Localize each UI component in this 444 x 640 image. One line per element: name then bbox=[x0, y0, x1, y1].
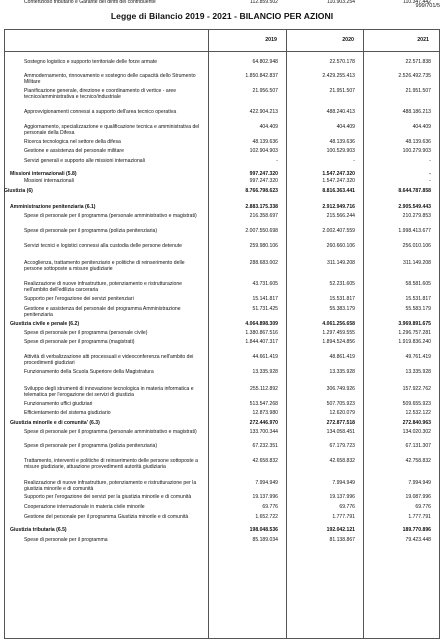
value-2020: 12.620.079 bbox=[329, 410, 355, 416]
value-2021: 272.840.963 bbox=[402, 420, 431, 426]
value-2019: 112.859.502 bbox=[250, 0, 278, 5]
row-label: Gestione e assistenza del personale militare bbox=[24, 148, 124, 154]
row-label: Ammodernamento, rinnovamento e sostegno delle capacità dello Strumento Militare bbox=[24, 73, 196, 85]
value-2021: 311.149.208 bbox=[403, 260, 431, 266]
row-label: Spese di personale per il programma (polizia penitenziaria) bbox=[24, 443, 158, 449]
value-2019: 21.956.507 bbox=[252, 88, 278, 94]
value-2020: 81.138.867 bbox=[329, 537, 355, 543]
row-label: Efficientamento del sistema giudiziario bbox=[24, 410, 111, 416]
value-2020: 21.951.507 bbox=[329, 88, 355, 94]
value-2019: 12.873.980 bbox=[252, 410, 278, 416]
value-2020: 1.547.247.320 bbox=[322, 178, 355, 184]
value-2019: 1.844.407.317 bbox=[245, 339, 278, 345]
value-2019: 43.731.605 bbox=[252, 281, 278, 287]
value-2019: 64.802.948 bbox=[252, 59, 278, 65]
value-2019: 4.064.898.309 bbox=[245, 321, 278, 327]
row-label: Trattamento, interventi e politiche di reinserimento delle persone sottoposte a misure giudiziarie, attuazione provvedimenti autorità giudiziaria bbox=[24, 458, 198, 470]
row-label: Pianificazione generale, direzione e coordinamento di vertice - aree tecnico/amministrativa e tecnico/industriale bbox=[24, 88, 177, 100]
value-2020: 7.994.949 bbox=[332, 480, 355, 486]
value-2020: 15.531.817 bbox=[329, 296, 355, 302]
value-2021: 189.770.896 bbox=[402, 527, 431, 533]
value-2020: 4.061.256.658 bbox=[322, 321, 355, 327]
value-2021: 404.409 bbox=[412, 124, 431, 130]
row-label: Spese di personale per il programma (polizia penitenziaria) bbox=[24, 228, 158, 234]
value-2021: 1.998.413.677 bbox=[398, 228, 431, 234]
value-2020: 42.658.832 bbox=[329, 458, 355, 464]
value-2021: 69.776 bbox=[415, 504, 431, 510]
row-label: Amministrazione penitenziaria (6.1) bbox=[10, 204, 96, 210]
row-label: Spese di personale per il programma (magistrati) bbox=[24, 339, 135, 345]
row-label: Cooperazione internazionale in materia civile minorile bbox=[24, 504, 145, 510]
value-2020: 488.240.413 bbox=[326, 109, 355, 115]
value-2019: 8.766.798.623 bbox=[245, 188, 278, 194]
row-label: Accoglienza, trattamento penitenziario e politiche di reinserimento delle persone sottoposte a misure giudiziarie bbox=[24, 260, 185, 272]
value-2021: 55.583.179 bbox=[405, 306, 431, 312]
value-2019: 272.446.970 bbox=[249, 420, 278, 426]
row-label: Spese di personale per il programma (personale amministrativo e magistrati) bbox=[24, 213, 197, 219]
value-2021: 2.905.549.443 bbox=[398, 204, 431, 210]
value-2020: 192.042.121 bbox=[326, 527, 355, 533]
row-label: Servizi tecnici e logistici connessi alla custodia delle persone detenute bbox=[24, 243, 182, 249]
value-2021: 157.922.762 bbox=[402, 386, 431, 392]
value-2020: 110.903.254 bbox=[327, 0, 355, 5]
row-label: Spese di personale per il programma (personale civile) bbox=[24, 330, 148, 336]
value-2019: 2.007.550.698 bbox=[245, 228, 278, 234]
row-label: Missioni internazionali (5.8) bbox=[10, 171, 77, 177]
value-2019: 513.547.268 bbox=[249, 401, 278, 407]
value-2020: 1.547.247.320 bbox=[322, 171, 355, 177]
value-2019: 19.137.996 bbox=[252, 494, 278, 500]
value-2020: 22.570.178 bbox=[329, 59, 355, 65]
value-2020: 2.912.949.716 bbox=[322, 204, 355, 210]
value-2021: 100.279.903 bbox=[402, 148, 431, 154]
row-label: Sviluppo degli strumenti di innovazione tecnologica in materia informatica e telematica per l'erogazione dei servizi di giustizia bbox=[24, 386, 194, 398]
value-2021: - bbox=[429, 178, 431, 184]
value-2020: 48.139.636 bbox=[329, 139, 355, 145]
value-2021: 1.919.836.240 bbox=[398, 339, 431, 345]
value-2021: 48.139.636 bbox=[405, 139, 431, 145]
row-label: Realizzazione di nuove infrastrutture, potenziamento e ristrutturazione nell'ambito dell'edilizia carceraria bbox=[24, 281, 182, 293]
value-2019: 1.850.842.837 bbox=[245, 73, 278, 79]
value-2019: 51.731.425 bbox=[252, 306, 278, 312]
row-label: Missioni internazionali bbox=[24, 178, 74, 184]
value-2020: 55.383.179 bbox=[329, 306, 355, 312]
value-2021: - bbox=[429, 158, 431, 164]
value-2019: 44.661.419 bbox=[252, 354, 278, 360]
value-2019: 198.048.536 bbox=[249, 527, 278, 533]
value-2020: 52.231.605 bbox=[329, 281, 355, 287]
row-label: Supporto per l'erogazione dei servizi per la giustizia minorile e di comunità bbox=[24, 494, 192, 500]
value-2019: 288.683.002 bbox=[249, 260, 278, 266]
value-2020: 1.894.524.856 bbox=[322, 339, 355, 345]
value-2019: 216.358.697 bbox=[249, 213, 278, 219]
value-2020: 507.705.923 bbox=[326, 401, 355, 407]
document-code: 999/701/5 bbox=[415, 3, 440, 9]
row-label: Giustizia minorile e di comunita' (6.3) bbox=[10, 420, 100, 426]
value-2019: 259.980.106 bbox=[249, 243, 278, 249]
page-title: Legge di Bilancio 2019 - 2021 - BILANCIO PER AZIONI bbox=[110, 11, 334, 21]
row-label: Contenzioso tributario e Garante dei diritti del contribuente bbox=[24, 0, 156, 5]
value-2019: 7.994.949 bbox=[255, 480, 278, 486]
row-label: Funzionamento uffici giudiziari bbox=[24, 401, 93, 407]
value-2020: 48.861.419 bbox=[329, 354, 355, 360]
value-2021: 2.526.492.735 bbox=[398, 73, 431, 79]
row-label: Ricerca tecnologica nel settore della difesa bbox=[24, 139, 121, 145]
row-label: Giustizia tributaria (6.5) bbox=[10, 527, 67, 533]
row-label: Servizi generali e supporto alle missioni internazionali bbox=[24, 158, 145, 164]
value-2020: 2.002.407.559 bbox=[322, 228, 355, 234]
value-2020: 19.137.996 bbox=[329, 494, 355, 500]
row-label: Sostegno logistico e supporto territoriale delle forze armate bbox=[24, 59, 158, 65]
value-2020: 306.749.926 bbox=[326, 386, 355, 392]
row-label: Attività di verbalizzazione atti processuali e videoconferenza nell'ambito dei procedimenti giudiziari bbox=[24, 354, 194, 366]
value-2021: 13.335.928 bbox=[405, 369, 431, 375]
value-2020: 8.816.363.441 bbox=[322, 188, 355, 194]
value-2021: 21.951.507 bbox=[405, 88, 431, 94]
value-2021: 79.423.448 bbox=[405, 537, 431, 543]
row-label: Approvvigionamenti connessi a supporto dell'area tecnico operativa bbox=[24, 109, 177, 115]
value-2021: - bbox=[429, 171, 431, 177]
row-label: Giustizia (6) bbox=[4, 188, 33, 194]
value-2019: 404.409 bbox=[259, 124, 278, 130]
value-2021: 1.296.757.281 bbox=[398, 330, 431, 336]
value-2020: 272.877.518 bbox=[326, 420, 355, 426]
value-2019: 13.335.928 bbox=[252, 369, 278, 375]
value-2019: 1.380.867.516 bbox=[245, 330, 278, 336]
value-2020: 260.660.106 bbox=[326, 243, 355, 249]
row-label: Spese di personale per il programma bbox=[24, 537, 108, 543]
value-2021: 58.581.605 bbox=[405, 281, 431, 287]
value-2020: 134.058.451 bbox=[326, 429, 355, 435]
value-2021: 488.186.213 bbox=[402, 109, 431, 115]
value-2019: 2.883.175.338 bbox=[245, 204, 278, 210]
value-2021: 110.347.442 bbox=[403, 0, 431, 5]
value-2021: 1.777.791 bbox=[408, 514, 431, 520]
value-2020: 1.777.791 bbox=[332, 514, 355, 520]
column-header-2020: 2020 bbox=[342, 37, 354, 43]
value-2020: 2.429.255.413 bbox=[322, 73, 355, 79]
value-2021: 256.010.106 bbox=[402, 243, 431, 249]
value-2021: 210.279.853 bbox=[402, 213, 431, 219]
value-2020: 100.529.903 bbox=[326, 148, 355, 154]
row-label: Realizzazione di nuove infrastrutture, potenziamento e ristrutturazione per la giustizia minorile e di comunità bbox=[24, 480, 197, 492]
value-2020: 1.297.459.555 bbox=[322, 330, 355, 336]
column-header-2021: 2021 bbox=[417, 37, 429, 43]
column-header-2019: 2019 bbox=[265, 37, 277, 43]
value-2021: 22.571.838 bbox=[405, 59, 431, 65]
value-2019: 255.112.892 bbox=[250, 386, 278, 392]
value-2021: 12.532.122 bbox=[405, 410, 431, 416]
row-label: Gestione del personale per il programma Giustizia minorile e di comunità bbox=[24, 514, 189, 520]
row-label: Supporto per l'erogazione dei servizi penitenziari bbox=[24, 296, 134, 302]
value-2021: 49.761.419 bbox=[405, 354, 431, 360]
value-2019: 102.904.903 bbox=[249, 148, 278, 154]
value-2019: 422.904.213 bbox=[249, 109, 278, 115]
value-2020: 311.149.208 bbox=[327, 260, 355, 266]
value-2021: 7.994.949 bbox=[408, 480, 431, 486]
row-label: Spese di personale per il programma (personale amministrativo e magistrati) bbox=[24, 429, 197, 435]
value-2020: 215.566.244 bbox=[326, 213, 355, 219]
value-2019: 133.700.344 bbox=[249, 429, 278, 435]
value-2020: 67.179.723 bbox=[329, 443, 355, 449]
value-2020: 69.776 bbox=[339, 504, 355, 510]
value-2020: 13.335.928 bbox=[329, 369, 355, 375]
value-2021: 134.020.302 bbox=[402, 429, 431, 435]
value-2019: - bbox=[276, 158, 278, 164]
row-label: Funzionamento della Scuola Superiore della Magistratura bbox=[24, 369, 154, 375]
value-2019: 997.247.320 bbox=[249, 178, 278, 184]
value-2021: 509.655.923 bbox=[402, 401, 431, 407]
value-2021: 67.131.307 bbox=[405, 443, 431, 449]
row-label: Gestione e assistenza del personale del programma Amministrazione penitenziaria bbox=[24, 306, 181, 318]
value-2019: 1.652.722 bbox=[255, 514, 278, 520]
value-2021: 15.531.817 bbox=[405, 296, 431, 302]
value-2020: 404.409 bbox=[336, 124, 355, 130]
value-2019: 15.141.817 bbox=[252, 296, 278, 302]
value-2019: 69.776 bbox=[262, 504, 278, 510]
value-2019: 997.247.320 bbox=[249, 171, 278, 177]
value-2021: 3.969.891.675 bbox=[398, 321, 431, 327]
row-label: Aggiornamento, specializzazione e qualificazione tecnica e amministrativa del personale della Difesa bbox=[24, 124, 200, 136]
value-2019: 85.189.034 bbox=[252, 537, 278, 543]
value-2019: 48.139.636 bbox=[252, 139, 278, 145]
value-2020: - bbox=[353, 158, 355, 164]
value-2019: 67.232.351 bbox=[252, 443, 278, 449]
value-2019: 42.658.832 bbox=[252, 458, 278, 464]
value-2021: 19.087.996 bbox=[405, 494, 431, 500]
value-2021: 42.758.832 bbox=[405, 458, 431, 464]
row-label: Giustizia civile e penale (6.2) bbox=[10, 321, 80, 327]
value-2021: 8.644.787.858 bbox=[398, 188, 431, 194]
